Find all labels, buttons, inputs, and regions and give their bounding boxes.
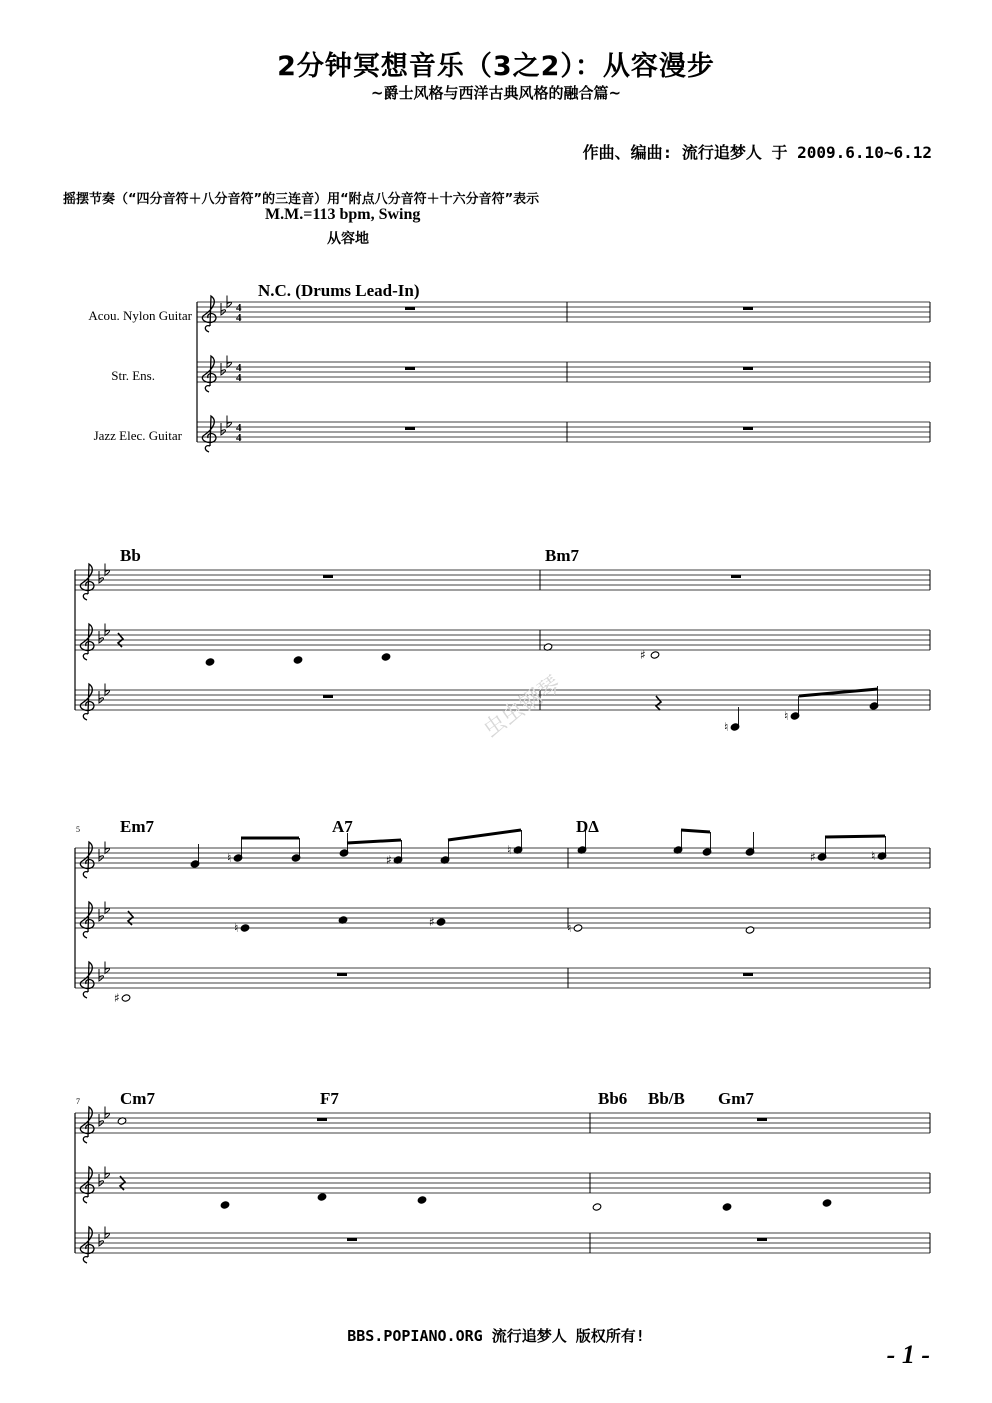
flat-icon xyxy=(105,624,110,636)
composer-credit: 作曲、编曲: 流行追梦人 于 2009.6.10~6.12 xyxy=(582,143,932,162)
treble-clef-icon xyxy=(202,356,216,392)
flat-icon xyxy=(99,691,104,703)
treble-clef-icon xyxy=(80,624,94,660)
flat-icon xyxy=(99,849,104,861)
note-head xyxy=(650,651,660,659)
treble-clef-icon xyxy=(80,962,94,998)
sharp-icon: ♯ xyxy=(386,853,392,867)
flat-icon xyxy=(105,902,110,914)
flat-icon xyxy=(105,1107,110,1119)
flat-icon xyxy=(105,1227,110,1239)
note-beam xyxy=(347,840,401,843)
flat-icon xyxy=(99,1234,104,1246)
chord-symbol: Bm7 xyxy=(545,546,579,565)
chord-symbol: N.C. (Drums Lead-In) xyxy=(258,281,420,300)
time-signature-bottom: 4 xyxy=(236,372,242,384)
note-head xyxy=(205,658,215,666)
page-number: - 1 - xyxy=(886,1340,930,1369)
note-beam xyxy=(448,830,521,840)
quarter-rest-icon xyxy=(656,696,661,710)
measure-number: 7 xyxy=(76,1097,80,1106)
whole-rest-icon xyxy=(405,427,415,430)
flat-icon xyxy=(99,969,104,981)
chord-symbol: F7 xyxy=(320,1089,339,1108)
whole-rest-icon xyxy=(337,973,347,976)
treble-clef-icon xyxy=(80,902,94,938)
flat-icon xyxy=(105,1167,110,1179)
note-head xyxy=(381,653,391,661)
whole-rest-icon xyxy=(323,695,333,698)
treble-clef-icon xyxy=(80,1227,94,1263)
chord-symbol: DΔ xyxy=(576,817,599,836)
note-head xyxy=(293,656,303,664)
watermark-text: 虫虫钢琴 xyxy=(479,671,566,743)
chord-symbol: A7 xyxy=(332,817,353,836)
flat-icon xyxy=(221,303,226,315)
note-head xyxy=(121,994,131,1002)
chord-symbol: Em7 xyxy=(120,817,154,836)
flat-icon xyxy=(221,423,226,435)
sharp-icon: ♯ xyxy=(114,991,120,1005)
flat-icon xyxy=(99,631,104,643)
natural-icon: ♮ xyxy=(567,921,572,935)
treble-clef-icon xyxy=(80,842,94,878)
note-head xyxy=(745,926,755,934)
whole-rest-icon xyxy=(347,1238,357,1241)
treble-clef-icon xyxy=(202,296,216,332)
note-beam xyxy=(825,836,885,837)
treble-clef-icon xyxy=(80,1107,94,1143)
instrument-label-jazz-guitar: Jazz Elec. Guitar xyxy=(93,428,182,443)
flat-icon xyxy=(99,1174,104,1186)
natural-icon: ♮ xyxy=(234,921,239,935)
sharp-icon: ♯ xyxy=(429,915,435,929)
note-head xyxy=(722,1203,732,1211)
whole-rest-icon xyxy=(757,1118,767,1121)
footer-copyright: BBS.POPIANO.ORG 流行追梦人 版权所有! xyxy=(347,1327,645,1345)
time-signature-bottom: 4 xyxy=(236,432,242,444)
swing-note: 摇摆节奏（“四分音符＋八分音符”的三连音）用“附点八分音符＋十六分音符”表示 xyxy=(63,192,540,207)
whole-rest-icon xyxy=(323,575,333,578)
flat-icon xyxy=(99,909,104,921)
note-head xyxy=(220,1201,230,1209)
note-head xyxy=(592,1203,602,1211)
natural-icon: ♮ xyxy=(507,843,512,857)
chord-symbol: Cm7 xyxy=(120,1089,155,1108)
flat-icon xyxy=(105,684,110,696)
natural-icon: ♮ xyxy=(227,851,232,865)
whole-rest-icon xyxy=(743,427,753,430)
whole-rest-icon xyxy=(743,367,753,370)
flat-icon xyxy=(105,564,110,576)
note-head xyxy=(240,924,250,932)
flat-icon xyxy=(99,571,104,583)
flat-icon xyxy=(99,1114,104,1126)
score-subtitle: ~爵士风格与西洋古典风格的融合篇~ xyxy=(370,84,622,102)
flat-icon xyxy=(227,416,232,428)
instrument-label-strings: Str. Ens. xyxy=(111,368,155,383)
time-signature-top: 4 xyxy=(236,362,242,374)
chord-symbol: Bb xyxy=(120,546,141,565)
instrument-label-nylon-guitar: Acou. Nylon Guitar xyxy=(88,308,192,323)
sharp-icon: ♯ xyxy=(810,850,816,864)
flat-icon xyxy=(221,363,226,375)
note-head xyxy=(417,1196,427,1204)
measure-number: 5 xyxy=(76,825,80,834)
flat-icon xyxy=(227,356,232,368)
treble-clef-icon xyxy=(80,564,94,600)
whole-rest-icon xyxy=(405,307,415,310)
note-head xyxy=(822,1199,832,1207)
whole-rest-icon xyxy=(731,575,741,578)
time-signature-top: 4 xyxy=(236,422,242,434)
treble-clef-icon xyxy=(80,1167,94,1203)
note-head xyxy=(436,918,446,926)
treble-clef-icon xyxy=(80,684,94,720)
natural-icon: ♮ xyxy=(724,720,729,734)
natural-icon: ♮ xyxy=(871,849,876,863)
note-head xyxy=(317,1193,327,1201)
chord-symbol: Gm7 xyxy=(718,1089,754,1108)
natural-icon: ♮ xyxy=(784,709,789,723)
sharp-icon: ♯ xyxy=(640,648,646,662)
score-title: 2分钟冥想音乐（3之2）：从容漫步 xyxy=(277,51,715,82)
treble-clef-icon xyxy=(202,416,216,452)
chord-symbol: Bb/B xyxy=(648,1089,685,1108)
note-beam xyxy=(681,830,710,832)
chord-symbol: Bb6 xyxy=(598,1089,628,1108)
flat-icon xyxy=(105,962,110,974)
whole-rest-icon xyxy=(757,1238,767,1241)
time-signature-bottom: 4 xyxy=(236,312,242,324)
expression-marking: 从容地 xyxy=(327,231,369,247)
flat-icon xyxy=(105,842,110,854)
flat-icon xyxy=(227,296,232,308)
tempo-marking: M.M.=113 bpm, Swing xyxy=(265,206,421,223)
time-signature-top: 4 xyxy=(236,302,242,314)
note-head xyxy=(573,924,583,932)
whole-rest-icon xyxy=(743,973,753,976)
whole-rest-icon xyxy=(743,307,753,310)
whole-rest-icon xyxy=(405,367,415,370)
whole-rest-icon xyxy=(317,1118,327,1121)
